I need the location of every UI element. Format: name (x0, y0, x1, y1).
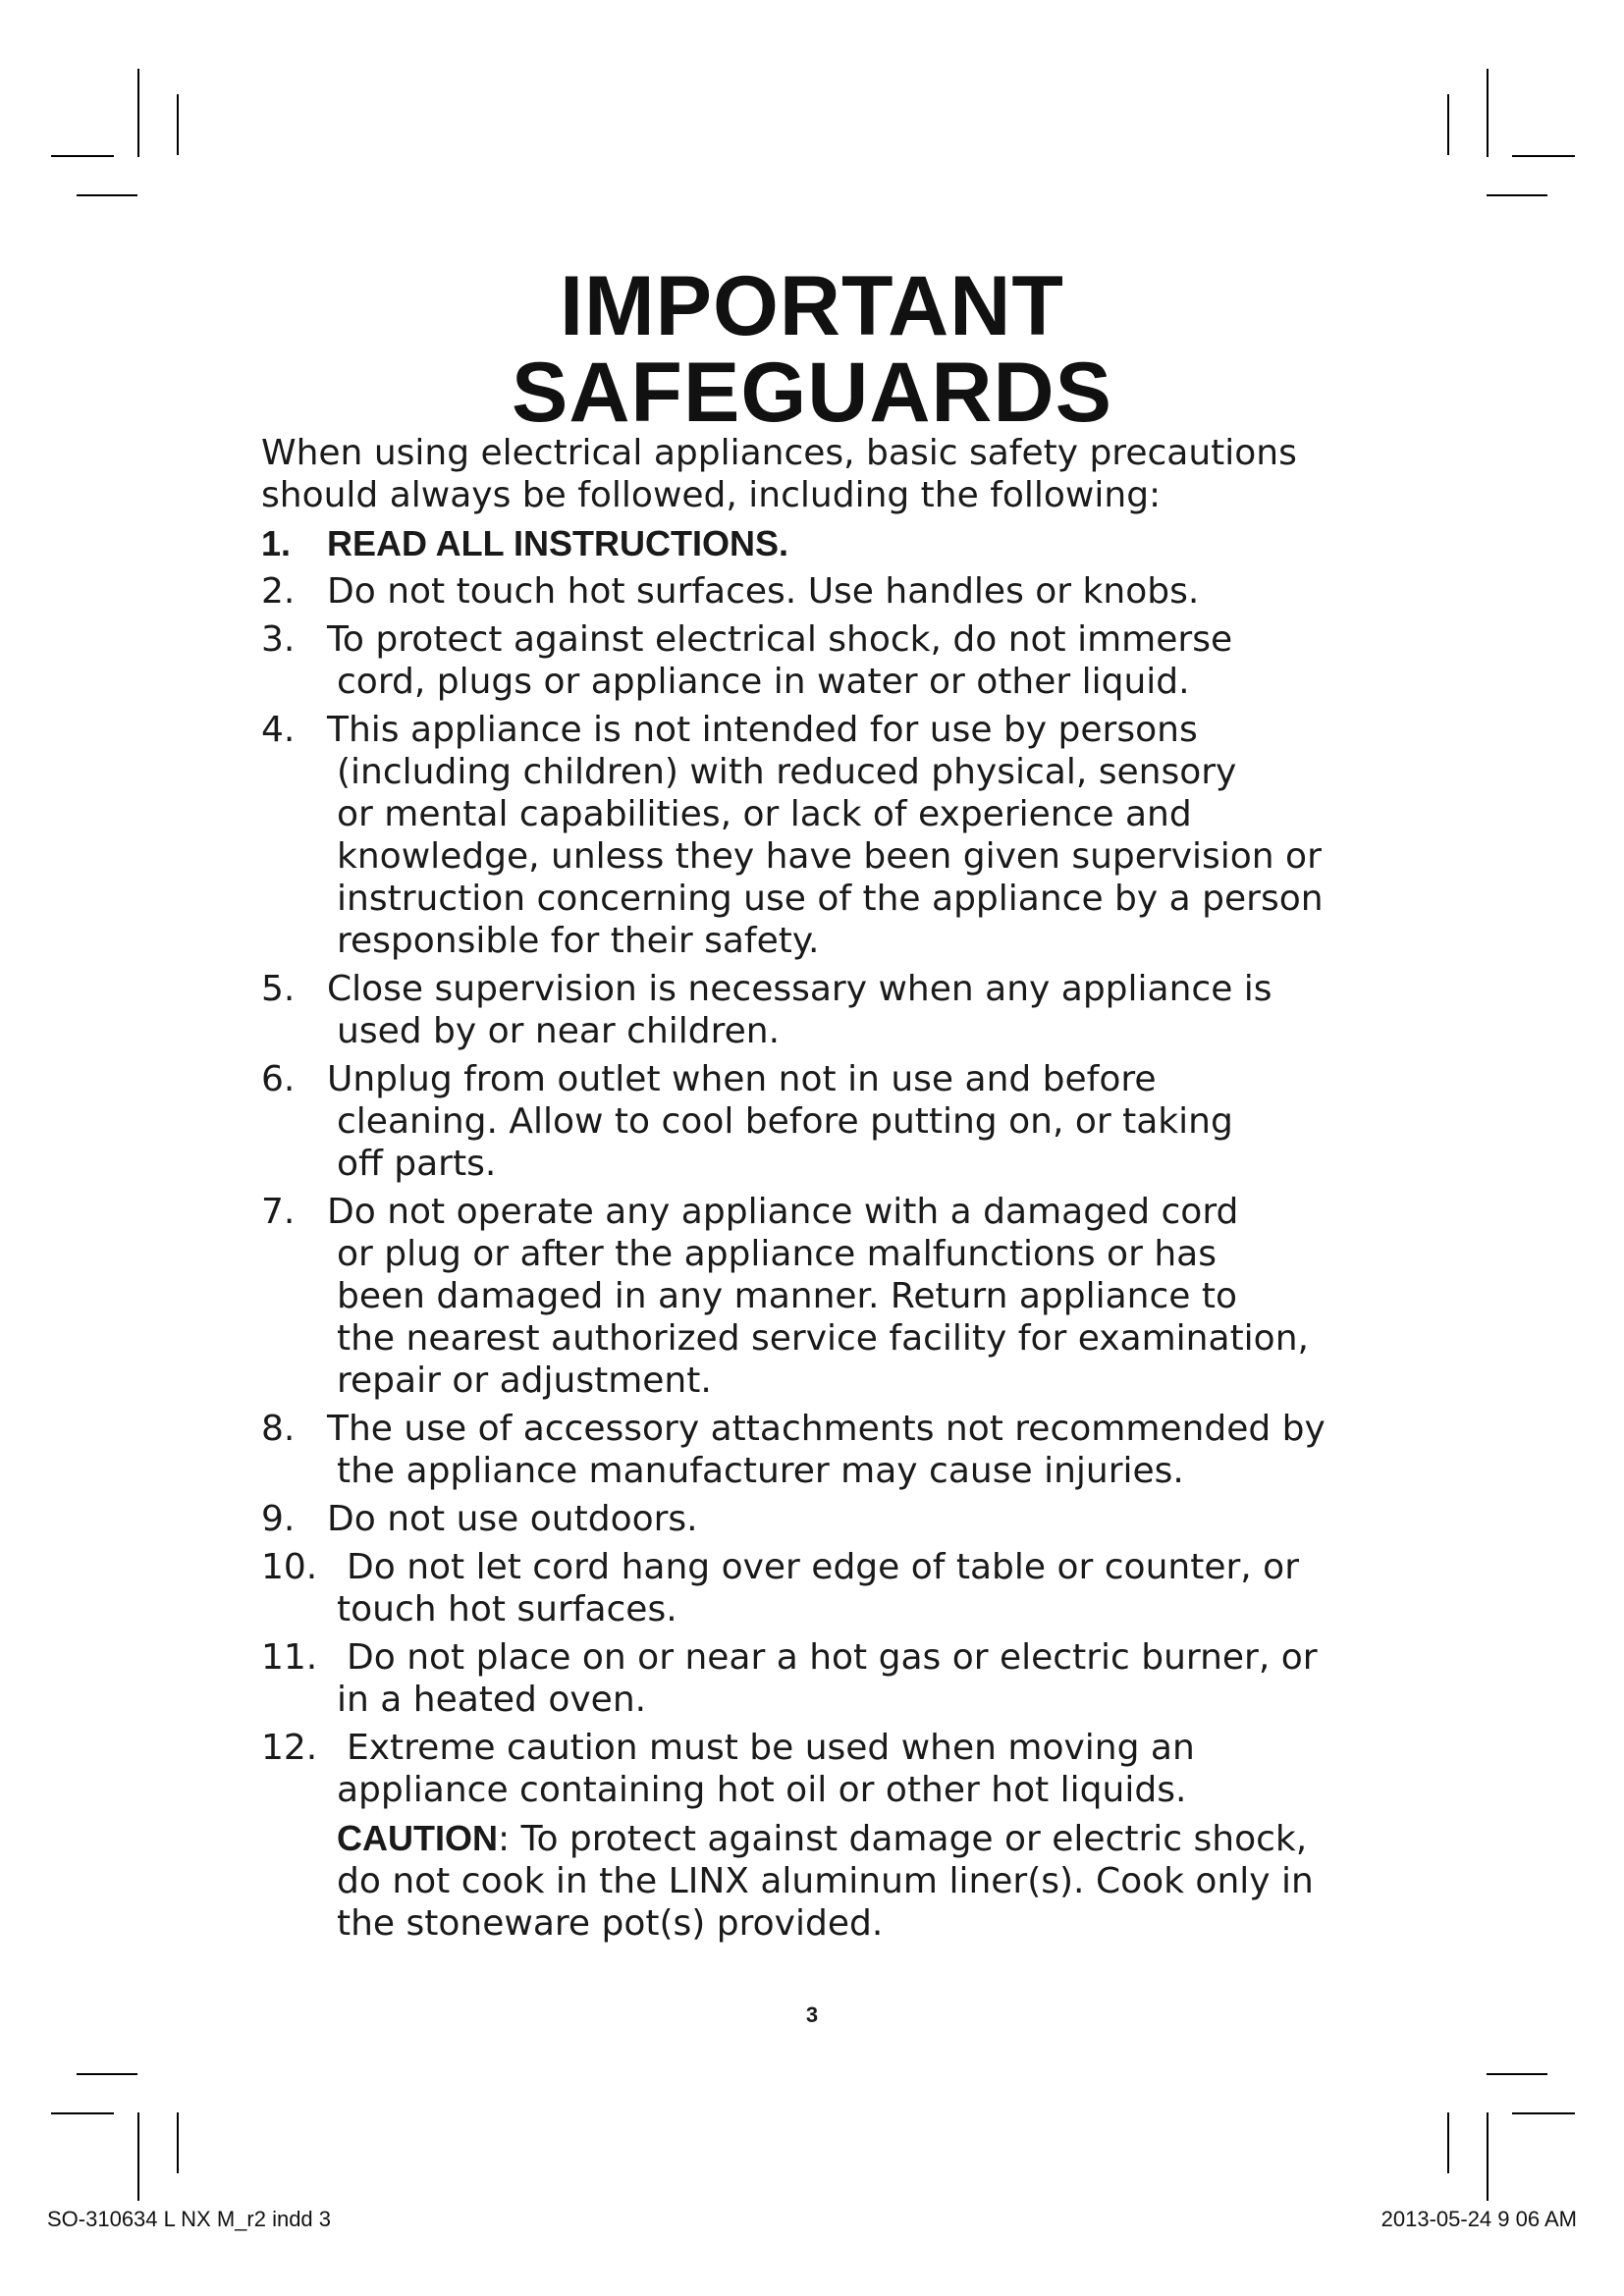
title-line-1: IMPORTANT (560, 259, 1064, 353)
item-line: cord, plugs or appliance in water or other liquid. (337, 662, 1190, 702)
item-line: appliance containing hot oil or other hot liquids. (337, 1770, 1187, 1810)
list-item (261, 1727, 1371, 1811)
print-slug-date: 2013-05-24 9 06 AM (1380, 2207, 1577, 2231)
item-line: Do not operate any appliance with a damaged cord (327, 1192, 1239, 1232)
item-line: repair or adjustment. (337, 1361, 712, 1401)
item-line: cleaning. Allow to cool before putting on, or taking (337, 1101, 1233, 1142)
list-item (261, 1408, 1371, 1492)
item-line: responsible for their safety. (337, 921, 820, 961)
list-item (261, 1191, 1371, 1402)
item-line: This appliance is not intended for use by persons (327, 710, 1198, 750)
item-line: Unplug from outlet when not in use and before (327, 1059, 1157, 1099)
item-number: 1. (261, 523, 292, 563)
item-line: Close supervision is necessary when any appliance is (327, 969, 1272, 1009)
item-number: 8. (261, 1409, 296, 1449)
item-line: knowledge, unless they have been given supervision or (337, 836, 1322, 877)
item-number: 12. (261, 1728, 318, 1768)
item-number: 9. (261, 1499, 296, 1539)
item-line: or mental capabilities, or lack of experience and (337, 794, 1192, 834)
crop-mark (1512, 2112, 1575, 2114)
item-line: Do not use outdoors. (327, 1499, 698, 1539)
crop-mark (1447, 2112, 1449, 2173)
crop-mark (137, 69, 139, 157)
item-number: 5. (261, 969, 296, 1009)
item-number: 2. (261, 571, 296, 612)
item-line: the appliance manufacturer may cause injuries. (337, 1451, 1184, 1491)
item-line: The use of accessory attachments not recommended by (327, 1409, 1326, 1449)
item-line: used by or near children. (337, 1011, 781, 1051)
list-item (261, 709, 1371, 962)
crop-mark (51, 2112, 114, 2114)
item-number: 3. (261, 619, 296, 660)
caution-line (337, 1817, 1371, 1860)
caution-note (261, 1817, 1371, 1945)
crop-mark (77, 194, 137, 196)
intro-line: should always be followed, including the following: (261, 475, 1162, 515)
item-line: touch hot surfaces. (337, 1589, 677, 1629)
crop-mark (1512, 155, 1575, 157)
crop-mark (51, 155, 114, 157)
list-item (261, 1498, 1371, 1540)
item-line: Do not let cord hang over edge of table or counter, or (347, 1547, 1299, 1587)
crop-mark (177, 94, 179, 155)
list-item (261, 968, 1371, 1052)
safeguards-list (261, 522, 1371, 1811)
title-line-2: SAFEGUARDS (511, 346, 1113, 440)
crop-mark (77, 2073, 137, 2075)
page-number: 3 (805, 2002, 819, 2027)
crop-mark (1487, 2112, 1489, 2201)
crop-mark (1487, 69, 1489, 157)
item-line: READ ALL INSTRUCTIONS. (327, 523, 789, 563)
crop-mark (1447, 94, 1449, 155)
item-line: (including children) with reduced physical, sensory (337, 752, 1237, 792)
item-number: 6. (261, 1059, 296, 1099)
list-item (261, 1058, 1371, 1185)
item-line: off parts. (337, 1144, 497, 1184)
item-line: the nearest authorized service facility for examination, (337, 1318, 1309, 1359)
item-line: or plug or after the appliance malfunctions or has (337, 1234, 1217, 1274)
caution-label: CAUTION (337, 1818, 498, 1858)
intro-paragraph (261, 432, 1371, 516)
list-item (261, 522, 1371, 564)
item-line: Do not place on or near a hot gas or electric burner, or (347, 1637, 1318, 1678)
item-line: Extreme caution must be used when moving an (347, 1728, 1195, 1768)
item-number: 4. (261, 710, 296, 750)
page-title (0, 259, 1624, 440)
list-item (261, 618, 1371, 703)
list-item (261, 570, 1371, 613)
caution-text: : To protect against damage or electric shock, (498, 1819, 1308, 1859)
item-line: in a heated oven. (337, 1680, 647, 1720)
print-slug-file: SO-310634 L NX M_r2 indd 3 (47, 2207, 332, 2231)
caution-line: the stoneware pot(s) provided. (337, 1903, 884, 1944)
intro-line: When using electrical appliances, basic safety precautions (261, 433, 1297, 473)
item-number: 10. (261, 1547, 318, 1587)
safeguards-content (261, 432, 1371, 1945)
item-line: been damaged in any manner. Return appliance to (337, 1276, 1237, 1316)
list-item (261, 1636, 1371, 1721)
crop-mark (1487, 2073, 1547, 2075)
list-item (261, 1546, 1371, 1630)
item-line: Do not touch hot surfaces. Use handles or knobs. (327, 571, 1200, 612)
item-number: 11. (261, 1637, 318, 1678)
item-line: To protect against electrical shock, do not immerse (327, 619, 1233, 660)
caution-line: do not cook in the LINX aluminum liner(s). Cook only in (337, 1861, 1314, 1901)
crop-mark (1487, 194, 1547, 196)
crop-mark (137, 2112, 139, 2201)
item-number: 7. (261, 1192, 296, 1232)
item-line: instruction concerning use of the appliance by a person (337, 879, 1324, 919)
crop-mark (177, 2112, 179, 2173)
